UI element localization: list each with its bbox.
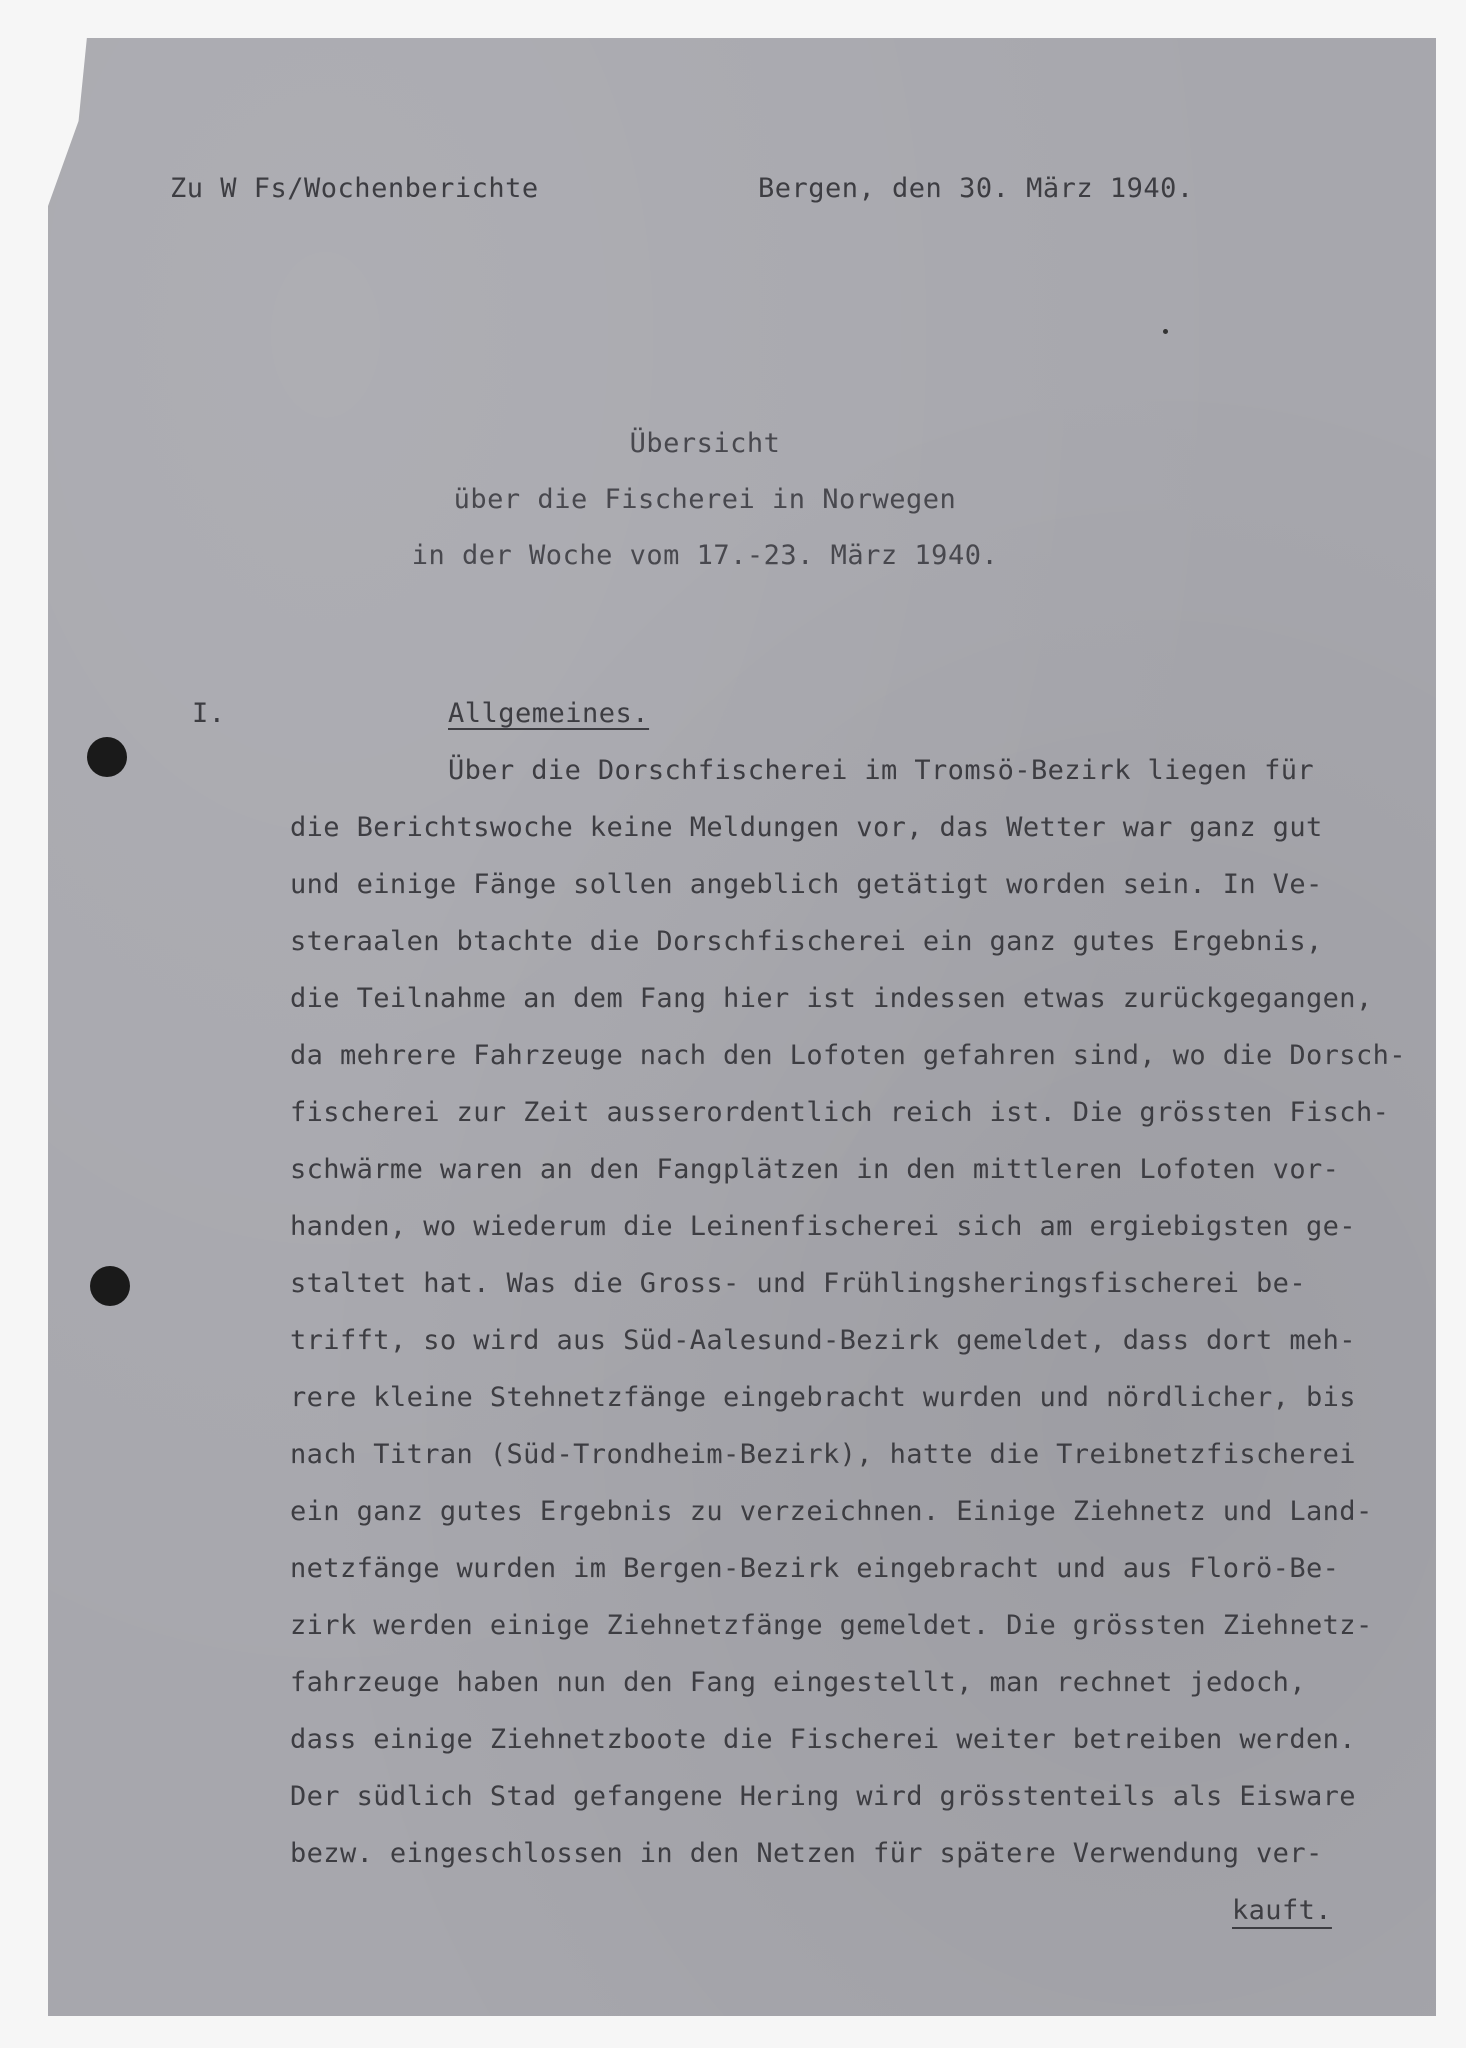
body-line: die Teilnahme an dem Fang hier ist indessen etwas zurückgegangen, xyxy=(290,983,1373,1014)
body-last-word: kauft. xyxy=(1232,1895,1332,1926)
section-heading: Allgemeines. xyxy=(448,698,650,729)
body-line: und einige Fänge sollen angeblich getätigt worden sein. In Ve- xyxy=(290,869,1323,900)
body-line: zirk werden einige Ziehnetzfänge gemeldet. Die grössten Ziehnetz- xyxy=(290,1610,1373,1641)
body-line: dass einige Ziehnetzboote die Fischerei weiter betreiben werden. xyxy=(290,1724,1356,1755)
section-number: I. xyxy=(192,698,226,729)
title-line-2: über die Fischerei in Norwegen xyxy=(453,484,957,515)
body-line: fischerei zur Zeit ausserordentlich reich ist. Die grössten Fisch- xyxy=(290,1097,1390,1128)
body-line: rere kleine Stehnetzfänge eingebracht wurden und nördlicher, bis xyxy=(290,1382,1356,1413)
body-line: da mehrere Fahrzeuge nach den Lofoten gefahren sind, wo die Dorsch- xyxy=(290,1040,1406,1071)
punch-hole-bottom xyxy=(90,1266,130,1306)
punch-hole-top xyxy=(87,737,127,777)
body-line: die Berichtswoche keine Meldungen vor, das Wetter war ganz gut xyxy=(290,812,1323,843)
body-line: handen, wo wiederum die Leinenfischerei sich am ergiebigsten ge- xyxy=(290,1211,1356,1242)
body-line: Der südlich Stad gefangene Hering wird grösstenteils als Eisware xyxy=(290,1781,1356,1812)
body-line: trifft, so wird aus Süd-Aalesund-Bezirk gemeldet, dass dort meh- xyxy=(290,1325,1356,1356)
place-date: Bergen, den 30. März 1940. xyxy=(758,173,1194,204)
body-line: netzfänge wurden im Bergen-Bezirk eingebracht und aus Florö-Be- xyxy=(290,1553,1340,1584)
body-line: nach Titran (Süd-Trondheim-Bezirk), hatte die Treibnetzfischerei xyxy=(290,1439,1356,1470)
body-line: staltet hat. Was die Gross- und Frühlingsheringsfischerei be- xyxy=(290,1268,1306,1299)
reference-line: Zu W Fs/Wochenberichte xyxy=(170,173,539,204)
title-line-1: Übersicht xyxy=(629,428,781,459)
body-line: steraalen btachte die Dorschfischerei ein ganz gutes Ergebnis, xyxy=(290,926,1323,957)
body-line: fahrzeuge haben nun den Fang eingestellt, man rechnet jedoch, xyxy=(290,1667,1306,1698)
body-line: ein ganz gutes Ergebnis zu verzeichnen. Einige Ziehnetz und Land- xyxy=(290,1496,1373,1527)
body-line: bezw. eingeschlossen in den Netzen für spätere Verwendung ver- xyxy=(290,1838,1323,1869)
title-line-3: in der Woche vom 17.-23. März 1940. xyxy=(411,540,999,571)
body-line: Über die Dorschfischerei im Tromsö-Bezirk liegen für xyxy=(448,755,1315,786)
document-sheet xyxy=(48,38,1436,2016)
paper-speck xyxy=(1163,329,1168,334)
body-line: schwärme waren an den Fangplätzen in den mittleren Lofoten vor- xyxy=(290,1154,1340,1185)
